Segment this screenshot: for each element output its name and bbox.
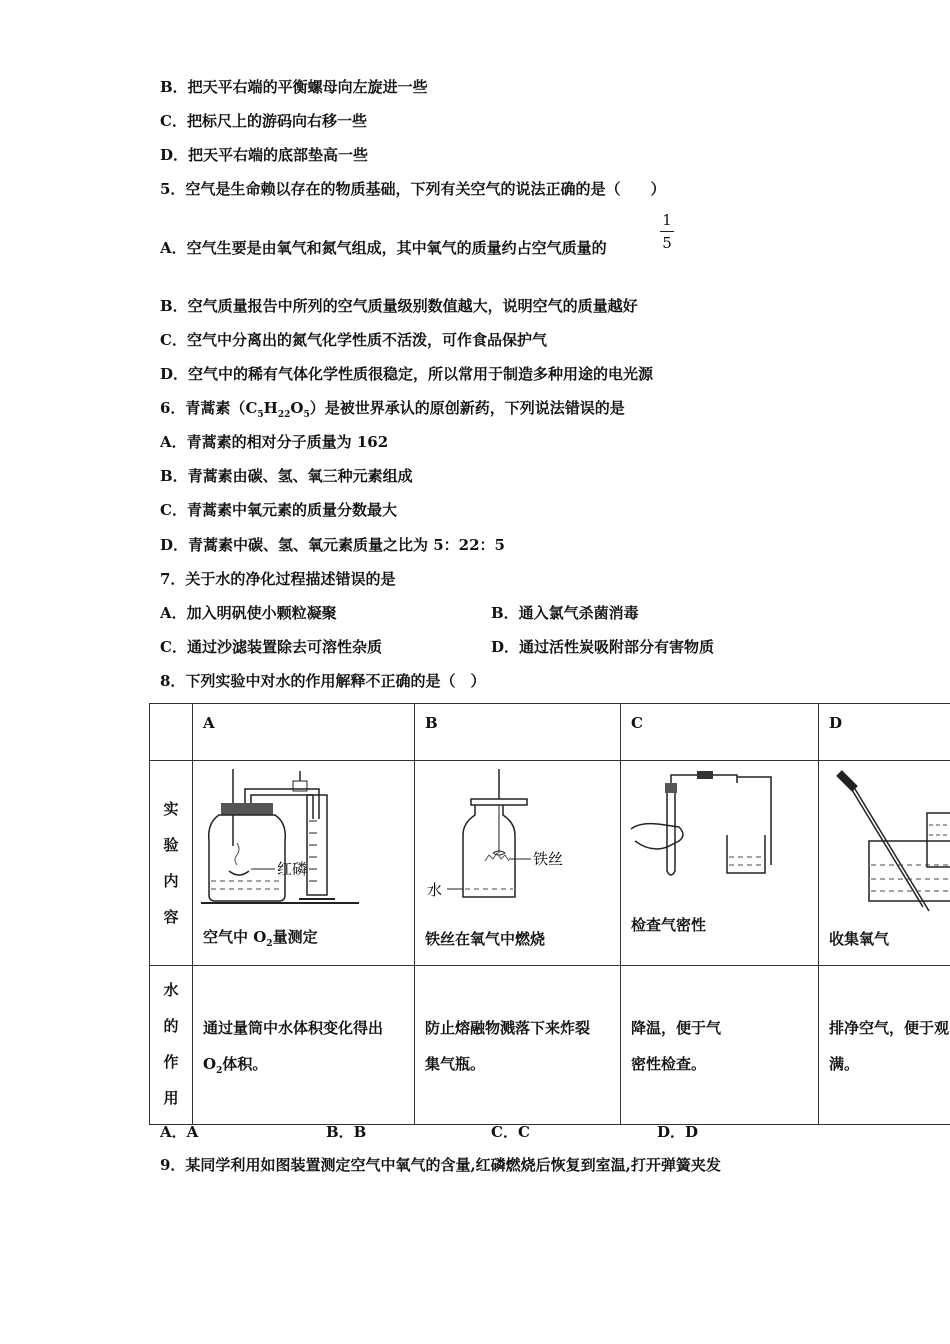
row-label-char: 容 <box>163 908 179 926</box>
q6-sub-c: 5 <box>257 410 264 420</box>
q7-option-b: B．通入氯气杀菌消毒 <box>491 604 639 622</box>
q7-option-c: C．通过沙滤装置除去可溶性杂质 <box>160 638 382 656</box>
cell-b-figure <box>415 761 621 966</box>
q8-experiment-table <box>149 703 950 1125</box>
cell-d-figure <box>819 761 950 966</box>
fraction-one-fifth <box>660 211 674 252</box>
row-label-char: 验 <box>163 836 179 854</box>
column-header-d: D <box>819 704 950 761</box>
caption-d: 收集氧气 <box>829 930 890 948</box>
caption-a-sub: 2 <box>266 939 273 949</box>
q7-option-d: D．通过活性炭吸附部分有害物质 <box>491 638 715 656</box>
b-use-line-1: 防止熔融物溅落下来炸裂 <box>425 1019 591 1037</box>
caption-a-pre: 空气中 O <box>203 928 267 946</box>
q6-text-h: H <box>263 399 278 417</box>
fraction-denominator: 5 <box>662 234 672 252</box>
q8-answer-b: B．B <box>326 1123 367 1141</box>
q6-option-d: D．青蒿素中碳、氢、氧元素质量之比为 5：22：5 <box>160 536 505 554</box>
c-use-line-1: 降温，便于气 <box>631 1019 722 1037</box>
column-header-c: C <box>621 704 819 761</box>
q6-option-a: A．青蒿素的相对分子质量为 162 <box>160 433 389 451</box>
q8-answer-d: D．D <box>657 1123 699 1141</box>
q6-text-o: O <box>290 399 304 417</box>
q7-option-a: A．加入明矾使小颗粒凝聚 <box>160 604 337 622</box>
row-label-char: 水 <box>163 981 179 999</box>
a-use-pre: O <box>203 1055 217 1073</box>
q6-text-pre: 6．青蒿素（C <box>160 399 258 417</box>
column-header-b: B <box>415 704 621 761</box>
q6-option-c: C．青蒿素中氧元素的质量分数最大 <box>160 501 397 519</box>
q8-answer-c: C．C <box>491 1123 530 1141</box>
cell-c-figure <box>621 761 819 966</box>
q6-sub-h: 22 <box>277 410 291 420</box>
row-label-content <box>150 761 193 966</box>
a-use-line-2 <box>203 1046 414 1089</box>
fraction-bar <box>660 231 674 232</box>
d-use-line-2: 满。 <box>829 1055 860 1073</box>
fraction-numerator: 1 <box>662 211 672 229</box>
table-row-content <box>150 761 950 966</box>
cell-a-use <box>193 966 415 1125</box>
a-use-sub: 2 <box>216 1066 223 1076</box>
q8-stem: 8．下列实验中对水的作用解释不正确的是（ ） <box>160 672 486 690</box>
q6-sub-o: 5 <box>303 410 310 420</box>
row-label-char: 用 <box>163 1089 179 1107</box>
q6-option-b: B．青蒿素由碳、氢、氧三种元素组成 <box>160 467 413 485</box>
cell-d-use <box>819 966 950 1125</box>
table-corner <box>150 704 193 761</box>
table-row-use <box>150 966 950 1125</box>
q8-answer-a: A．A <box>160 1123 199 1141</box>
c-use-line-2: 密性检查。 <box>631 1055 707 1073</box>
q4-option-b: B．把天平右端的平衡螺母向左旋进一些 <box>160 78 428 96</box>
label-red-phosphorus: 红磷 <box>277 860 308 878</box>
q5-option-b: B．空气质量报告中所列的空气质量级别数值越大，说明空气的质量越好 <box>160 297 638 315</box>
caption-b: 铁丝在氧气中燃烧 <box>425 930 546 948</box>
q5-option-a: A．空气生要是由氧气和氮气组成，其中氧气的质量约占空气质量的 <box>160 239 607 257</box>
caption-c: 检查气密性 <box>631 916 707 934</box>
row-label-use <box>150 966 193 1125</box>
table-header-row <box>150 704 950 761</box>
cell-c-use <box>621 966 819 1125</box>
row-label-char: 作 <box>163 1053 179 1071</box>
q4-option-c: C．把标尺上的游码向右移一些 <box>160 112 367 130</box>
caption-a-post: 量测定 <box>272 928 318 946</box>
q6-text-post: ）是被世界承认的原创新药，下列说法错误的是 <box>309 399 625 417</box>
d-use-line-1: 排净空气，便于观 <box>829 1019 950 1037</box>
q9-stem: 9．某同学利用如图装置测定空气中氧气的含量,红磷燃烧后恢复到室温,打开弹簧夹发 <box>160 1156 721 1174</box>
label-water: 水 <box>427 881 443 899</box>
b-use-line-2: 集气瓶。 <box>425 1055 486 1073</box>
q5-option-d: D．空气中的稀有气体化学性质很稳定，所以常用于制造多种用途的电光源 <box>160 365 654 383</box>
caption-a <box>203 926 318 949</box>
row-label-char: 的 <box>163 1017 179 1035</box>
a-use-line-1: 通过量筒中水体积变化得出 <box>203 1019 384 1037</box>
q5-stem: 5．空气是生命赖以存在的物质基础，下列有关空气的说法正确的是（ ） <box>160 180 666 198</box>
row-label-char: 实 <box>163 800 179 818</box>
q6-stem <box>160 398 625 425</box>
cell-a-figure <box>193 761 415 966</box>
q7-stem: 7．关于水的净化过程描述错误的是 <box>160 570 396 588</box>
label-iron-wire: 铁丝 <box>533 850 564 868</box>
column-header-a: A <box>193 704 415 761</box>
q4-option-d: D．把天平右端的底部垫高一些 <box>160 146 369 164</box>
q5-option-c: C．空气中分离出的氮气化学性质不活泼，可作食品保护气 <box>160 331 547 349</box>
a-use-post: 体积。 <box>222 1055 268 1073</box>
row-label-char: 内 <box>163 872 179 890</box>
cell-b-use <box>415 966 621 1125</box>
